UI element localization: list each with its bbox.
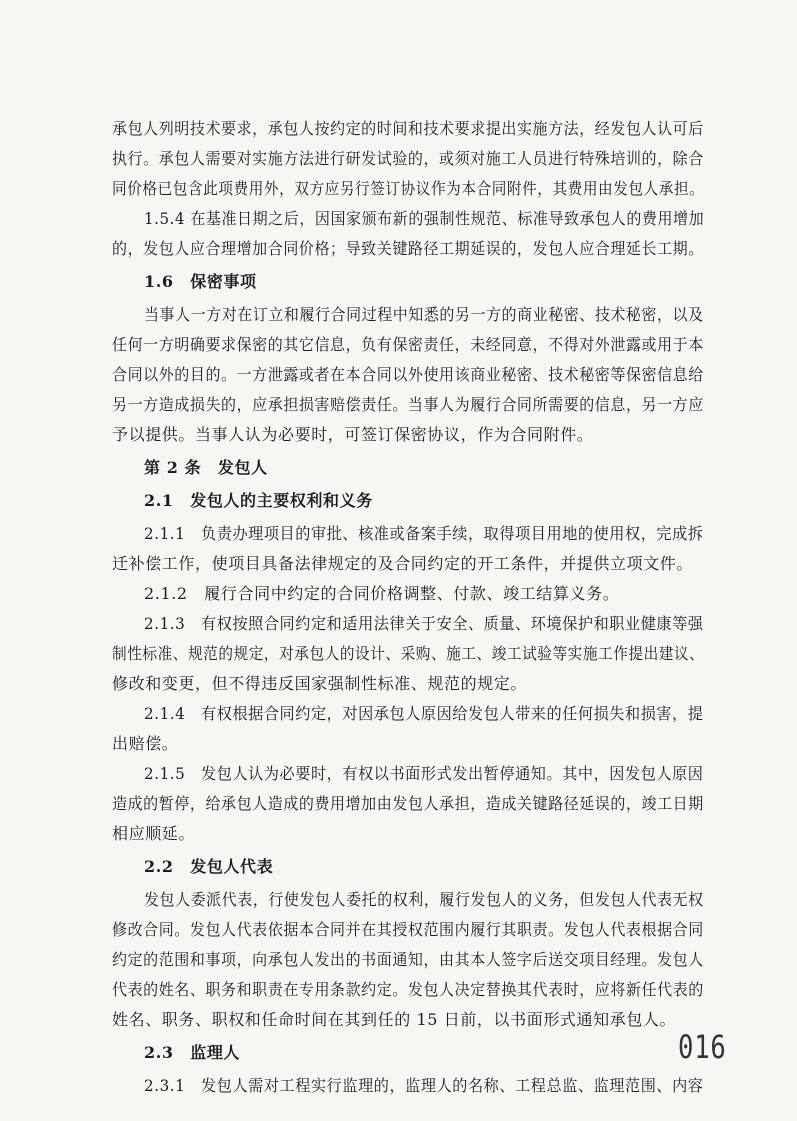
- text-line: 2.3.1 发包人需对工程实行监理的，监理人的名称、工程总监、监理范围、内容: [144, 1076, 704, 1095]
- section-heading-2-1: 2.1 发包人的主要权利和义务: [144, 491, 373, 510]
- section-heading-2-2: 2.2 发包人代表: [144, 857, 274, 876]
- text-line: 修改和变更，但不得违反国家强制性标准、规范的规定。: [112, 674, 528, 693]
- text-line: 同价格已包含此项费用外，双方应另行签订协议作为本合同附件，其费用由发包人承担。: [112, 179, 705, 198]
- text-line: 2.1.5 发包人认为必要时，有权以书面形式发出暂停通知。其中，因发包人原因: [144, 764, 704, 783]
- text-line: 相应顺延。: [112, 824, 196, 843]
- text-line: 的，发包人应合理增加合同价格；导致关键路径工期延误的，发包人应合理延长工期。: [112, 239, 704, 258]
- text-line: 制性标准、规范的规定，对承包人的设计、采购、施工、竣工试验等实施工作提出建议、: [112, 644, 705, 663]
- text-line: 造成的暂停，给承包人造成的费用增加由发包人承担，造成关键路径延误的，竣工日期: [112, 794, 704, 813]
- text-line: 代表的姓名、职务和职责在专用条款约定。发包人决定替换其代表时，应将新任代表的: [112, 980, 704, 999]
- text-line: 约定的范围和事项，向承包人发出的书面通知，由其本人签字后送交项目经理。发包人: [112, 950, 704, 969]
- text-line: 予以提供。当事人认为必要时，可签订保密协议，作为合同附件。: [112, 425, 594, 444]
- text-line: 姓名、职务、职权和任命时间在其到任的 15 日前，以书面形式通知承包人。: [112, 1010, 677, 1029]
- text-line: 出赔偿。: [112, 734, 179, 753]
- text-line: 发包人委派代表，行使发包人委托的权利，履行发包人的义务，但发包人代表无权: [144, 890, 704, 909]
- text-line: 另一方造成损失的，应承担损害赔偿责任。当事人为履行合同所需要的信息，另一方应: [112, 395, 704, 414]
- text-line: 迁补偿工作，使项目具备法律规定的及合同约定的开工条件，并提供立项文件。: [112, 554, 694, 573]
- text-line: 2.1.3 有权按照合同约定和适用法律关于安全、质量、环境保护和职业健康等强: [144, 614, 704, 633]
- page-number: 016: [678, 1028, 727, 1066]
- text-line: 2.1.2 履行合同中约定的合同价格调整、付款、竣工结算义务。: [144, 584, 620, 603]
- section-heading-1-6: 1.6 保密事项: [144, 272, 257, 291]
- text-line: 2.1.4 有权根据合同约定，对因承包人原因给发包人带来的任何损失和损害，提: [144, 704, 704, 723]
- article-heading-2: 第 2 条 发包人: [144, 458, 268, 477]
- text-line: 合同以外的目的。一方泄露或者在本合同以外使用该商业秘密、技术秘密等保密信息给: [112, 365, 704, 384]
- text-line: 任何一方明确要求保密的其它信息，负有保密责任，未经同意，不得对外泄露或用于本: [112, 335, 704, 354]
- text-line: 当事人一方对在订立和履行合同过程中知悉的另一方的商业秘密、技术秘密，以及: [144, 305, 704, 324]
- text-line: 2.1.1 负责办理项目的审批、核准或备案手续，取得项目用地的使用权，完成拆: [144, 524, 704, 543]
- text-line: 执行。承包人需要对实施方法进行研发试验的，或须对施工人员进行特殊培训的，除合: [112, 149, 704, 168]
- section-heading-2-3: 2.3 监理人: [144, 1043, 241, 1062]
- text-line: 承包人列明技术要求，承包人按约定的时间和技术要求提出实施方法，经发包人认可后: [112, 119, 704, 138]
- text-line: 1.5.4 在基准日期之后，因国家颁布新的强制性规范、标准导致承包人的费用增加: [144, 209, 705, 228]
- text-line: 修改合同。发包人代表依据本合同并在其授权范围内履行其职责。发包人代表根据合同: [112, 920, 704, 939]
